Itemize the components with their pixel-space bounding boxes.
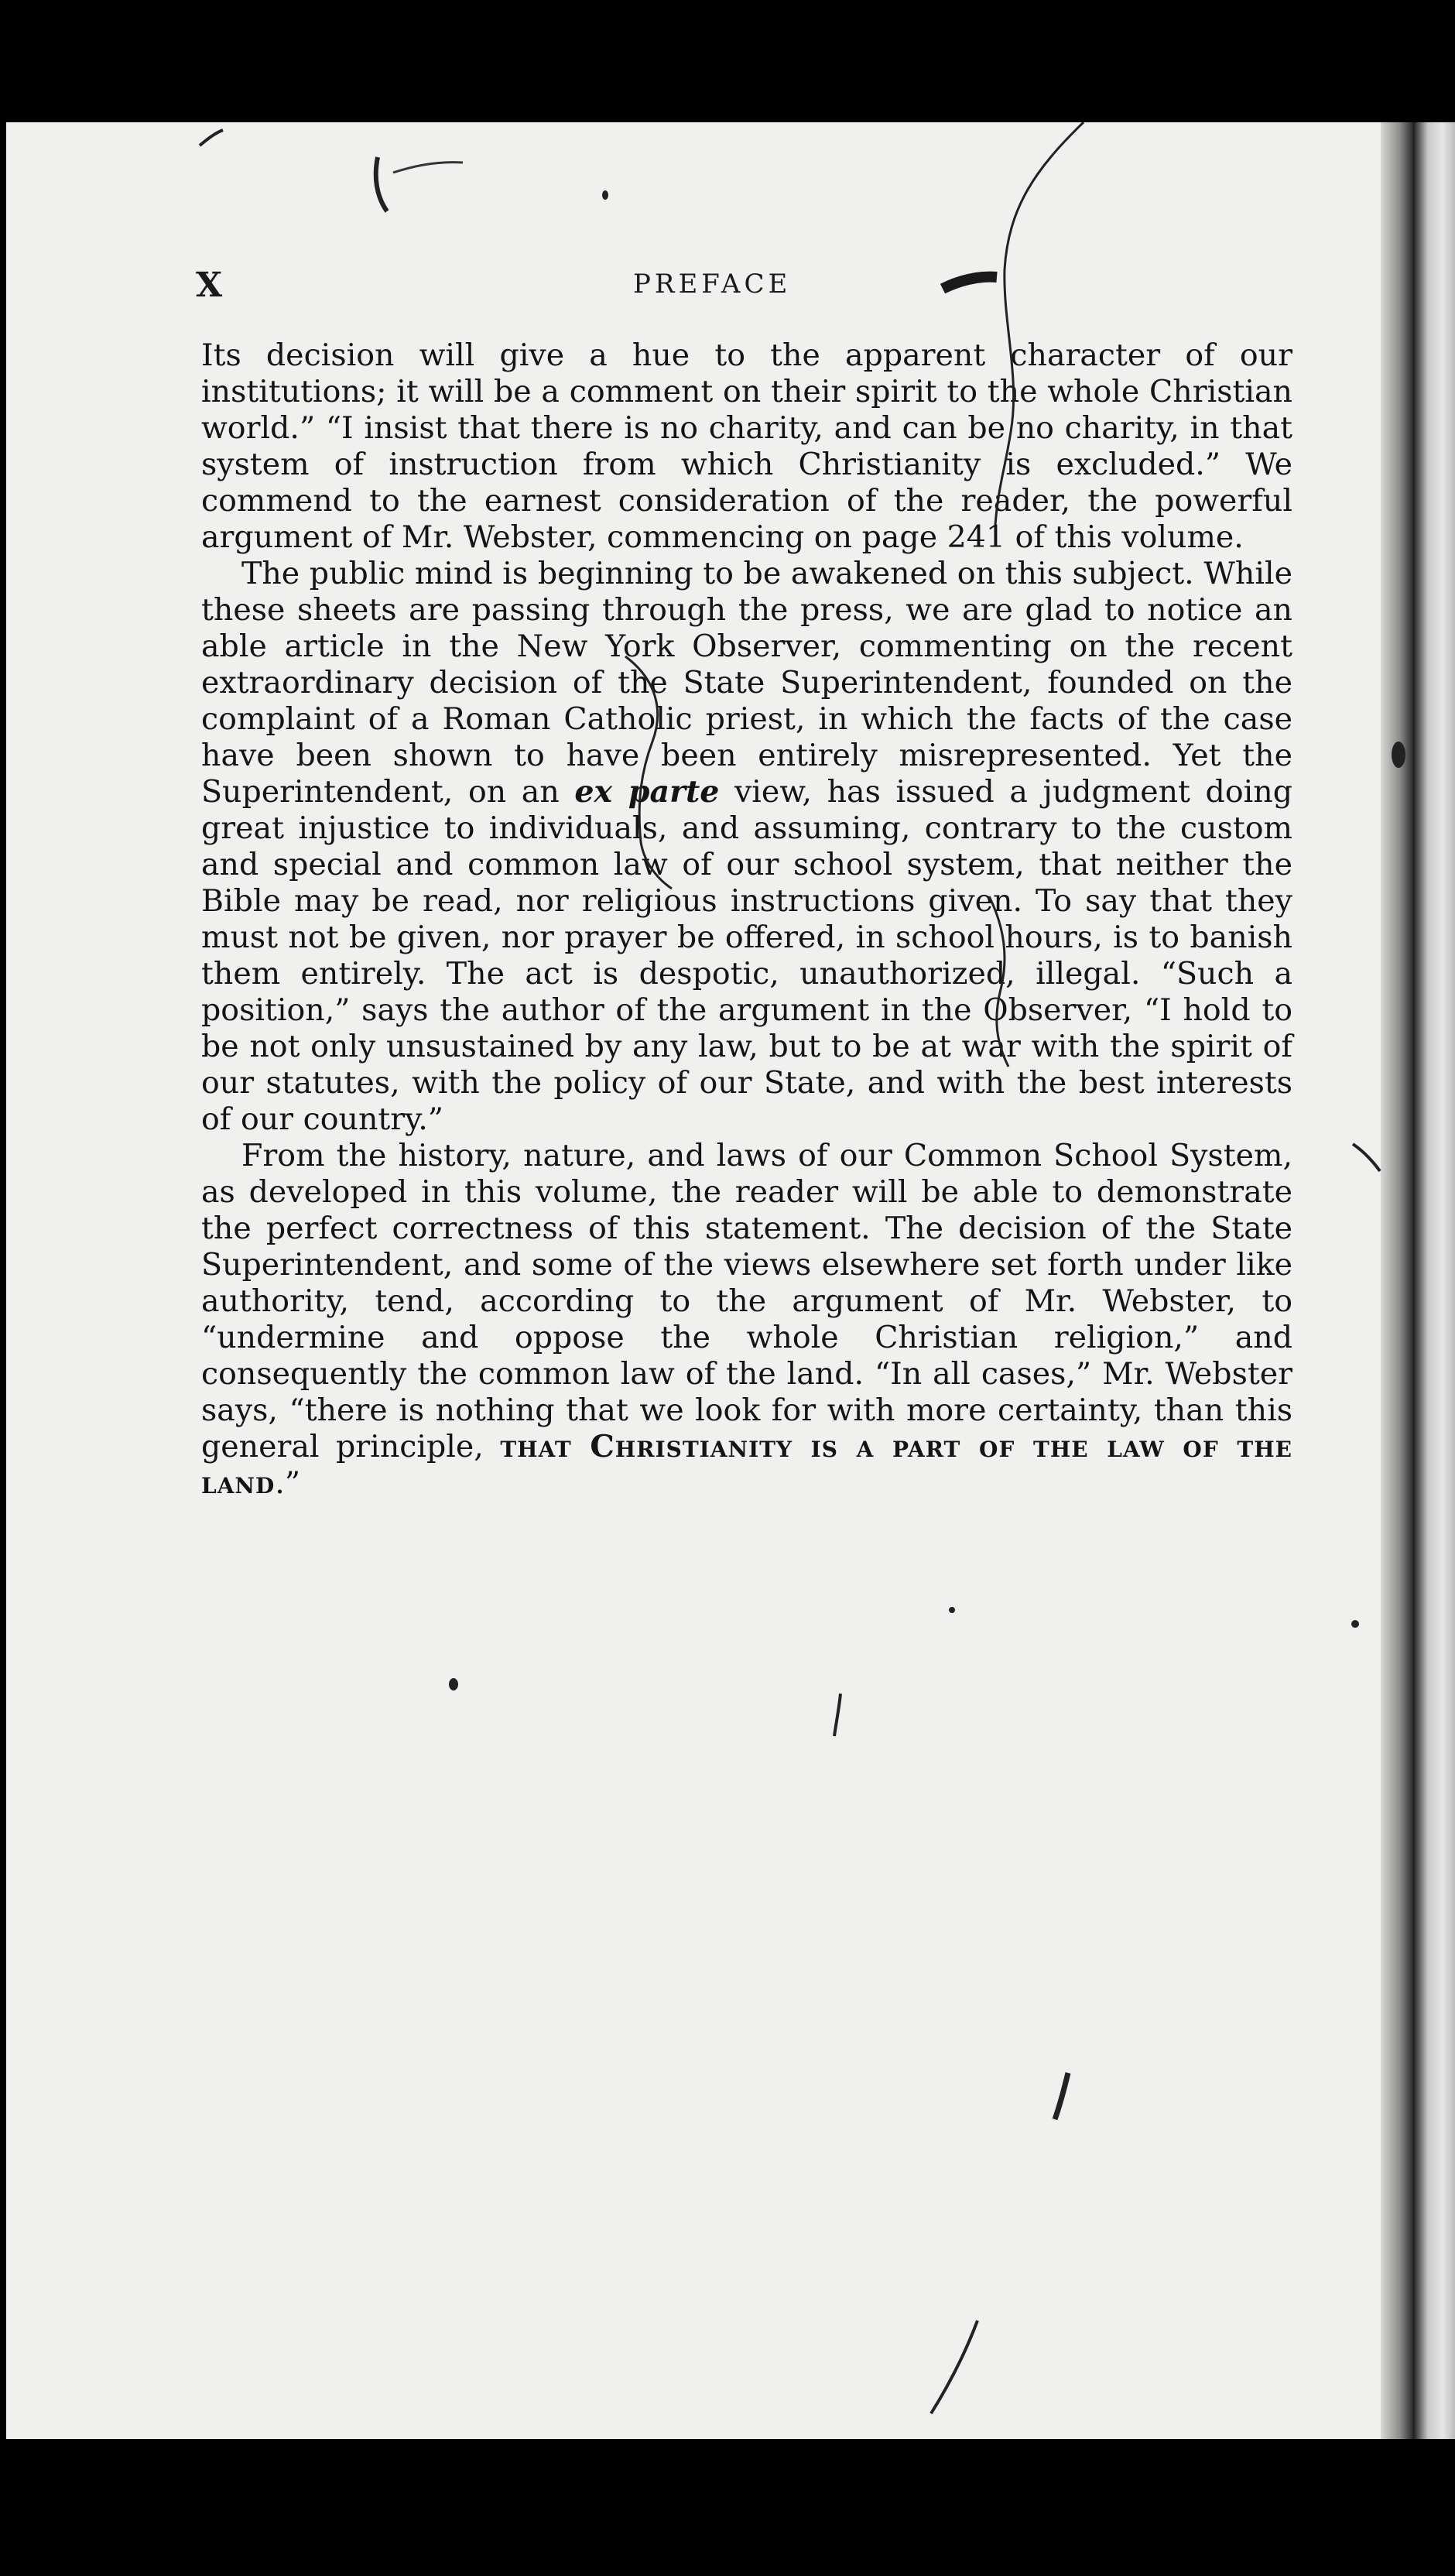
scan-speck bbox=[449, 1678, 458, 1690]
paragraph-2 bbox=[201, 556, 1292, 1138]
paragraph-3-text-b: .” bbox=[275, 1465, 301, 1501]
scan-speck bbox=[949, 1607, 955, 1613]
page-header bbox=[6, 265, 1384, 312]
scan-speck bbox=[1392, 742, 1405, 768]
book-spine-edge bbox=[1413, 122, 1455, 2439]
paragraph-3-smallcaps: that Christianity is a part of the law of the land bbox=[201, 1429, 1292, 1501]
page-edge-shadow bbox=[1381, 122, 1413, 2439]
running-title: PREFACE bbox=[633, 269, 792, 300]
paragraph-3 bbox=[201, 1138, 1292, 1502]
paragraph-2-text-a: The public mind is beginning to be awakened on this subject. While these sheets are passing through the press, we are glad to notice an able article in the New York Observer, commenting on the recent extraordinary decision of the State Superintendent, founded on the complaint of a Roman Catholic priest, in which the facts of the case have been shown to have been entirely misrepresented. Yet the Superintendent, on an bbox=[201, 556, 1292, 810]
paragraph-2-text-b: view, has issued a judgment doing great injustice to individuals, and assuming, contrary to the custom and special and common law of our school system, that neither the Bible may be read, nor religious instructions given. To say that they must not be given, nor prayer be offered, in school hours, is to banish them entirely. The act is despotic, unauthorized, illegal. “Such a position,” says the author of the argument in the Observer, “I hold to be not only unsustained by any law, but to be at war with the spirit of our statutes, with the policy of our State, and with the best interests of our country.” bbox=[201, 774, 1292, 1137]
body-text bbox=[201, 337, 1292, 1502]
scan-speck bbox=[1351, 1620, 1359, 1628]
paragraph-3-text-a: From the history, nature, and laws of our Common School System, as developed in this volume, the reader will be able to demonstrate the perfect correctness of this statement. The decision of the State Superintendent, and some of the views elsewhere set forth under like authority, tend, according to the argument of Mr. Webster, to “undermine and oppose the whole Christian religion,” and consequently the common law of the land. “In all cases,” Mr. Webster says, “there is nothing that we look for with more certainty, than this general principle, bbox=[201, 1138, 1292, 1464]
paragraph-2-italic: ex parte bbox=[574, 774, 720, 810]
paragraph-1-text: Its decision will give a hue to the apparent character of our institutions; it will be a comment on their spirit to the whole Christian world.” “I insist that there is no charity, and can be no charity, in that system of instruction from which Christianity is excluded.” We commend to the earnest consideration of the reader, the powerful argument of Mr. Webster, commencing on page 241 of this volume. bbox=[201, 337, 1292, 555]
book-page bbox=[6, 122, 1413, 2439]
page-numeral: X bbox=[196, 265, 224, 305]
paragraph-1 bbox=[201, 337, 1292, 556]
scan-speck bbox=[602, 190, 608, 200]
